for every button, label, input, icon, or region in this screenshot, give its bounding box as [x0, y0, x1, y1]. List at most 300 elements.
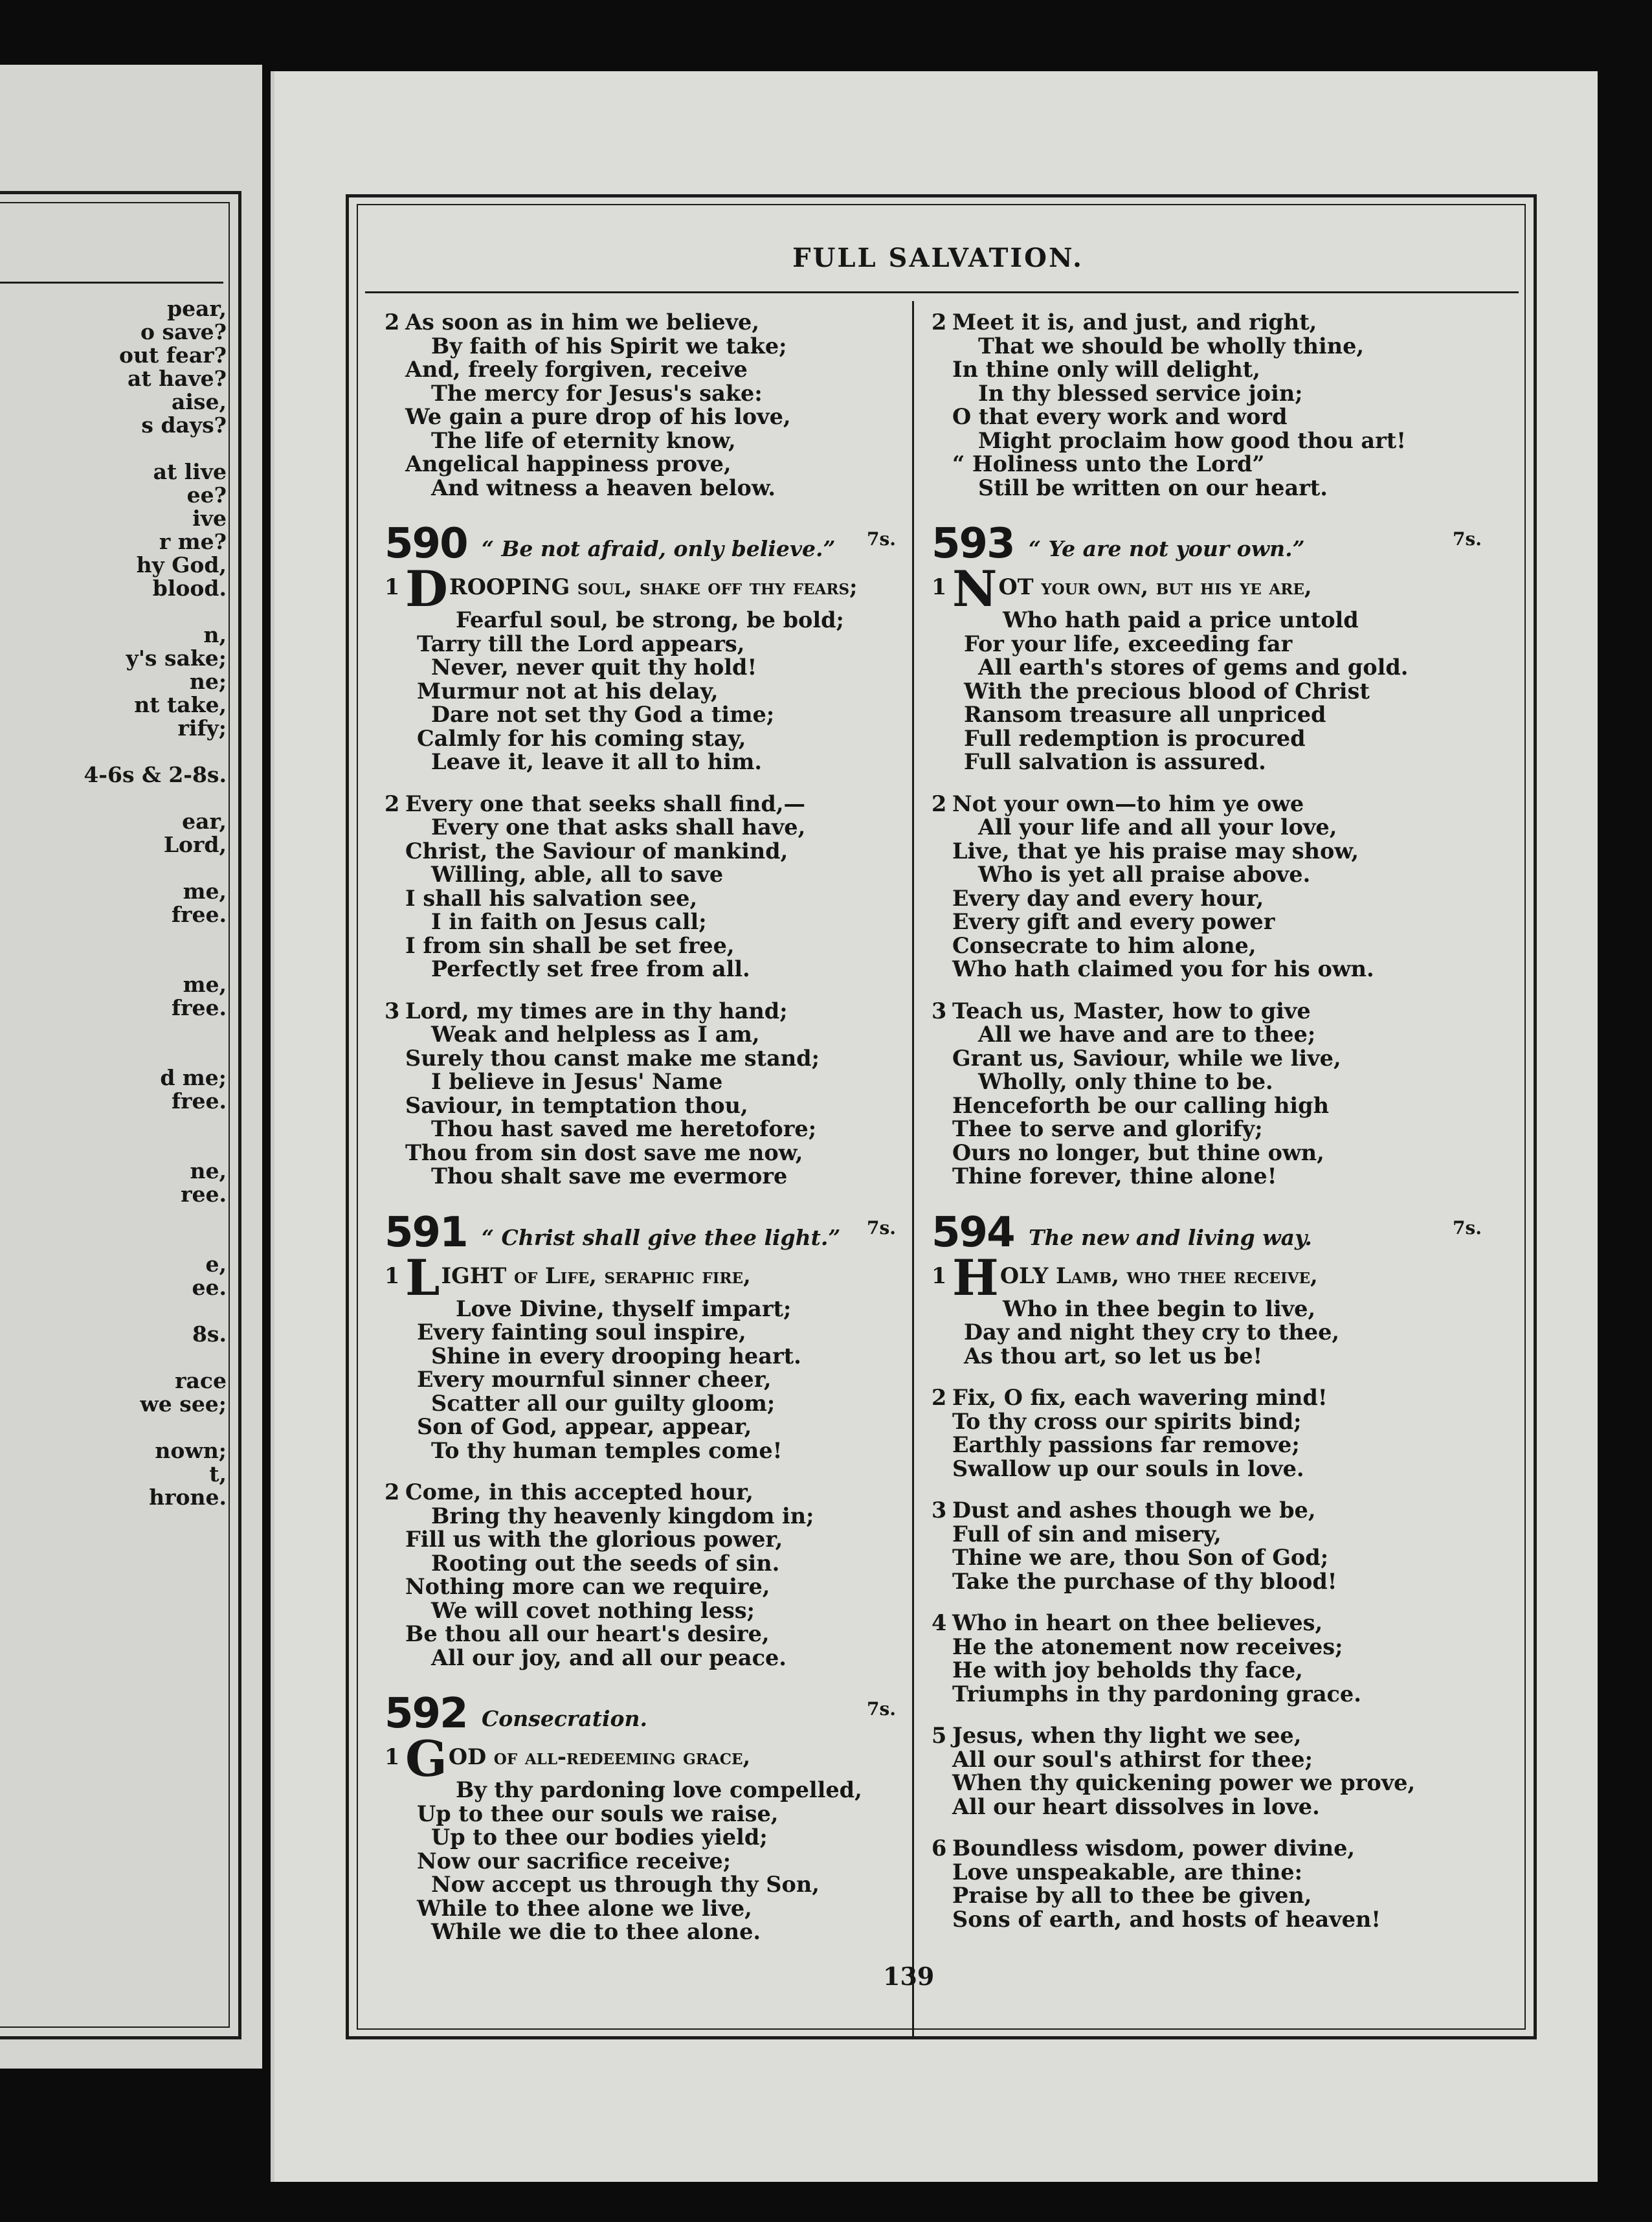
verse-line — [932, 1724, 1501, 1748]
left-column — [385, 311, 915, 1962]
verse-text: IGHT of Life, seraphic fire, — [441, 1262, 751, 1288]
verse-text: Shine in every drooping heart. — [431, 1343, 801, 1369]
verse-text: OD of all-redeeming grace, — [448, 1744, 751, 1769]
verse-line — [385, 609, 915, 633]
stanza — [932, 1837, 1501, 1931]
facing-page-line: nown; — [155, 1438, 227, 1463]
hymn-heading — [932, 518, 1501, 570]
facing-page-rule — [0, 282, 223, 284]
verse-line — [932, 840, 1501, 864]
facing-page-line: o save? — [140, 319, 227, 344]
verse-line — [385, 1850, 915, 1874]
stanza — [932, 1499, 1501, 1593]
verse-line — [932, 1410, 1501, 1434]
verse-text: Who hath claimed you for his own. — [952, 956, 1374, 982]
verse-text: Lord, my times are in thy hand; — [405, 998, 788, 1024]
stanza — [385, 1730, 915, 1944]
verse-line — [385, 792, 915, 816]
drop-cap-letter: N — [952, 560, 998, 618]
verse-line — [385, 358, 915, 382]
verse-text: Angelical happiness prove, — [405, 451, 731, 477]
verse-text: Meet it is, and just, and right, — [952, 309, 1317, 335]
stanza-number: 1 — [385, 574, 400, 600]
verse-text: And witness a heaven below. — [431, 475, 776, 500]
hymnal-page — [271, 71, 1598, 2182]
facing-page-line: n, — [203, 622, 227, 647]
verse-text: We gain a pure drop of his love, — [405, 404, 791, 429]
verse-text: Henceforth be our calling high — [952, 1092, 1329, 1118]
verse-line — [932, 1499, 1501, 1523]
header-rule — [365, 291, 1519, 293]
verse-text: And, freely forgiven, receive — [405, 357, 748, 382]
hymn-meter: 7s. — [1453, 528, 1482, 550]
verse-text: When thy quickening power we prove, — [952, 1770, 1416, 1795]
stanza — [385, 560, 915, 774]
drop-cap-letter: G — [405, 1730, 447, 1788]
drop-cap-letter: L — [405, 1248, 440, 1307]
verse-text: Take the purchase of thy blood! — [952, 1568, 1337, 1594]
verse-line — [932, 335, 1501, 359]
verse-text: Not your own—to him ye owe — [952, 791, 1304, 816]
verse-line — [385, 429, 915, 453]
verse-line — [385, 1802, 915, 1826]
verse-text: Calmly for his coming stay, — [417, 725, 746, 751]
hymn-title: “ Christ shall give thee light.” — [482, 1224, 841, 1250]
verse-text: All our heart dissolves in love. — [952, 1793, 1320, 1819]
verse-line — [385, 382, 915, 406]
verse-line — [385, 1599, 915, 1623]
verse-text: All our joy, and all our peace. — [431, 1644, 787, 1670]
verse-line — [385, 1392, 915, 1416]
verse-text: Day and night they cry to thee, — [964, 1319, 1340, 1345]
verse-text: Love Divine, thyself impart; — [456, 1296, 792, 1321]
verse-text: Leave it, leave it all to him. — [431, 749, 763, 774]
facing-page-line: 8s. — [192, 1321, 227, 1347]
facing-page-line: r me? — [159, 529, 227, 554]
verse-line — [385, 405, 915, 429]
verse-line — [385, 1094, 915, 1118]
verse-line — [932, 1570, 1501, 1594]
verse-line — [932, 1908, 1501, 1932]
verse-line — [385, 1505, 915, 1529]
verse-text: Thou shalt save me evermore — [431, 1163, 788, 1189]
verse-text: In thine only will delight, — [952, 357, 1260, 382]
stanza-number: 4 — [932, 1610, 947, 1635]
stanza-number: 2 — [385, 1479, 400, 1505]
verse-text: Surely thou canst make me stand; — [405, 1045, 820, 1071]
verse-line — [932, 934, 1501, 958]
verse-line — [932, 1433, 1501, 1457]
verse-text: Grant us, Saviour, while we live, — [952, 1045, 1341, 1071]
verse-line — [385, 1141, 915, 1165]
verse-text: Might proclaim how good thou art! — [978, 427, 1406, 453]
facing-page-line: y's sake; — [126, 645, 227, 671]
facing-page-line: aise, — [172, 389, 227, 414]
verse-line — [385, 1368, 915, 1392]
facing-page-line: t, — [209, 1461, 227, 1487]
verse-line — [932, 887, 1501, 911]
verse-line — [932, 405, 1501, 429]
verse-line — [932, 1457, 1501, 1481]
verse-line — [385, 1023, 915, 1047]
verse-line — [932, 1047, 1501, 1071]
verse-line — [932, 1321, 1501, 1345]
continued-stanza — [932, 311, 1501, 500]
verse-text: To thy human temples come! — [431, 1437, 783, 1463]
verse-line — [385, 311, 915, 335]
stanza — [932, 1248, 1501, 1369]
verse-line — [932, 958, 1501, 982]
verse-line — [932, 311, 1501, 335]
facing-page-line: hrone. — [149, 1485, 227, 1510]
verse-text: Weak and helpless as I am, — [431, 1022, 760, 1047]
verse-line — [932, 863, 1501, 887]
verse-text: All your life and all your love, — [978, 814, 1337, 840]
verse-text: Every day and every hour, — [952, 885, 1264, 911]
verse-text: Thine we are, thou Son of God; — [952, 1545, 1329, 1570]
stanza — [385, 1000, 915, 1189]
verse-line — [385, 958, 915, 982]
verse-line — [932, 656, 1501, 680]
verse-line — [932, 1141, 1501, 1165]
stanza — [932, 560, 1501, 774]
verse-line — [932, 1000, 1501, 1024]
verse-line — [932, 1837, 1501, 1861]
verse-text: Who hath paid a price untold — [1003, 607, 1359, 633]
verse-text: Who is yet all praise above. — [978, 862, 1311, 887]
stanza-number: 2 — [932, 1385, 947, 1410]
verse-text: Every fainting soul inspire, — [417, 1319, 746, 1345]
hymn-number: 591 — [385, 1208, 467, 1257]
hymn-heading — [385, 1688, 915, 1740]
stanza-number: 2 — [385, 791, 400, 816]
stanza-number: 2 — [385, 309, 400, 335]
verse-text: I shall his salvation see, — [405, 885, 698, 911]
verse-line — [385, 1345, 915, 1369]
verse-line — [932, 792, 1501, 816]
verse-line — [932, 1094, 1501, 1118]
verse-line — [385, 1481, 915, 1505]
verse-line — [385, 1248, 915, 1307]
verse-text: Up to thee our bodies yield; — [431, 1824, 768, 1850]
verse-line — [932, 703, 1501, 727]
verse-line — [932, 816, 1501, 840]
verse-text: Wholly, only thine to be. — [978, 1069, 1273, 1094]
verse-text: Now accept us through thy Son, — [431, 1872, 820, 1897]
verse-text: Murmur not at his delay, — [417, 678, 719, 704]
verse-line — [385, 1897, 915, 1921]
verse-line — [932, 633, 1501, 656]
hymn-title: The new and living way. — [1029, 1224, 1312, 1250]
verse-text: As soon as in him we believe, — [405, 309, 760, 335]
stanza — [932, 1000, 1501, 1189]
hymn-meter: 7s. — [867, 1698, 896, 1720]
facing-page-fragment — [0, 65, 262, 2069]
stanza — [932, 792, 1501, 982]
verse-line — [932, 560, 1501, 618]
hymn-heading — [385, 518, 915, 570]
verse-text: Rooting out the seeds of sin. — [431, 1550, 780, 1576]
verse-line — [932, 1386, 1501, 1410]
verse-line — [932, 358, 1501, 382]
verse-line — [385, 727, 915, 751]
verse-text: Up to thee our souls we raise, — [417, 1801, 779, 1826]
verse-text: Full redemption is procured — [964, 725, 1306, 751]
verse-text: Who in heart on thee believes, — [952, 1610, 1323, 1635]
verse-text: Full salvation is assured. — [964, 749, 1266, 774]
verse-line — [385, 1439, 915, 1463]
verse-text: Earthly passions far remove; — [952, 1432, 1300, 1457]
page-number: 139 — [883, 1962, 935, 1991]
verse-line — [385, 910, 915, 934]
verse-text: Thee to serve and glorify; — [952, 1116, 1263, 1141]
hymn-number: 594 — [932, 1208, 1014, 1257]
stanza — [385, 1248, 915, 1463]
stanza-number: 1 — [385, 1262, 400, 1288]
verse-line — [385, 750, 915, 774]
stanza-number: 3 — [932, 1498, 947, 1523]
facing-page-line: me, — [183, 879, 227, 904]
hymn-title: “ Be not afraid, only believe.” — [482, 536, 836, 561]
verse-text: The mercy for Jesus's sake: — [431, 380, 763, 406]
verse-text: OT your own, but his ye are, — [998, 574, 1312, 600]
stanza — [385, 792, 915, 982]
facing-page-line: e, — [205, 1251, 227, 1277]
verse-text: Consecrate to him alone, — [952, 932, 1256, 958]
stanza-number: 2 — [932, 791, 947, 816]
verse-line — [385, 1730, 915, 1788]
verse-line — [932, 429, 1501, 453]
verse-text: Ours no longer, but thine own, — [952, 1139, 1324, 1165]
verse-line — [932, 1861, 1501, 1885]
facing-page-line: at live — [153, 459, 227, 484]
verse-text: Fearful soul, be strong, be bold; — [456, 607, 844, 633]
verse-line — [932, 1546, 1501, 1570]
facing-page-line: rify; — [177, 715, 227, 741]
verse-line — [932, 453, 1501, 477]
hymn-heading — [932, 1207, 1501, 1259]
verse-line — [385, 1826, 915, 1850]
verse-text: Willing, able, all to save — [431, 862, 724, 887]
verse-line — [932, 1165, 1501, 1189]
stanza-number: 3 — [385, 998, 400, 1024]
verse-text: Swallow up our souls in love. — [952, 1455, 1304, 1481]
verse-line — [385, 1297, 915, 1321]
verse-text: By faith of his Spirit we take; — [431, 333, 787, 359]
verse-line — [385, 1552, 915, 1576]
drop-cap-letter: H — [952, 1248, 999, 1307]
verse-text: Live, that ye his praise may show, — [952, 838, 1359, 864]
hymn-number: 590 — [385, 520, 467, 568]
verse-line — [385, 335, 915, 359]
verse-line — [932, 1635, 1501, 1659]
verse-line — [385, 1321, 915, 1345]
verse-text: OLY Lamb, who thee receive, — [999, 1262, 1318, 1288]
verse-line — [932, 1523, 1501, 1547]
verse-text: ROOPING soul, shake off thy fears; — [449, 574, 858, 600]
stanza — [385, 1481, 915, 1670]
facing-page-line: ear, — [182, 809, 227, 834]
verse-text: Son of God, appear, appear, — [417, 1414, 752, 1439]
verse-line — [385, 1000, 915, 1024]
stanza-number: 1 — [385, 1744, 400, 1769]
verse-line — [932, 1771, 1501, 1795]
stanza-number: 1 — [932, 1262, 947, 1288]
drop-cap-letter: D — [405, 560, 448, 618]
verse-text: Full of sin and misery, — [952, 1521, 1222, 1547]
verse-line — [385, 1779, 915, 1802]
hymn-number: 593 — [932, 520, 1014, 568]
verse-text: Thine forever, thine alone! — [952, 1163, 1277, 1189]
verse-text: Thou from sin dost save me now, — [405, 1139, 803, 1165]
verse-text: While we die to thee alone. — [431, 1919, 761, 1944]
facing-page-line: nt take, — [134, 692, 227, 717]
facing-page-line: hy God, — [136, 552, 227, 578]
verse-line — [385, 1920, 915, 1944]
verse-text: With the precious blood of Christ — [964, 678, 1370, 704]
verse-text: I in faith on Jesus call; — [431, 909, 707, 934]
verse-text: Fill us with the glorious power, — [405, 1527, 783, 1552]
facing-page-line: free. — [171, 902, 227, 927]
verse-text: Triumphs in thy pardoning grace. — [952, 1681, 1361, 1707]
verse-line — [932, 910, 1501, 934]
stanza — [932, 1724, 1501, 1819]
verse-text: While to thee alone we live, — [417, 1895, 752, 1921]
facing-page-line: free. — [171, 1088, 227, 1114]
facing-page-line: pear, — [167, 296, 227, 321]
right-column — [932, 311, 1501, 1949]
verse-text: We will covet nothing less; — [431, 1597, 755, 1623]
stanza-number: 2 — [932, 309, 947, 335]
hymn-meter: 7s. — [1453, 1217, 1482, 1239]
verse-line — [385, 1575, 915, 1599]
verse-text: Saviour, in temptation thou, — [405, 1092, 748, 1118]
verse-text: Praise by all to thee be given, — [952, 1883, 1312, 1908]
verse-text: Scatter all our guilty gloom; — [431, 1390, 776, 1416]
verse-line — [385, 1415, 915, 1439]
verse-text: I believe in Jesus' Name — [431, 1069, 723, 1094]
facing-page-line: blood. — [152, 576, 227, 601]
verse-line — [385, 1165, 915, 1189]
verse-text: “ Holiness unto the Lord” — [952, 451, 1265, 477]
verse-line — [932, 609, 1501, 633]
verse-line — [932, 1659, 1501, 1683]
facing-page-line: ne; — [189, 669, 227, 694]
facing-page-line: Lord, — [163, 832, 227, 857]
verse-line — [932, 1884, 1501, 1908]
verse-text: Dare not set thy God a time; — [431, 702, 775, 727]
verse-text: I from sin shall be set free, — [405, 932, 735, 958]
verse-line — [932, 1070, 1501, 1094]
stanza-number: 1 — [932, 574, 947, 600]
facing-page-line: ee? — [186, 482, 227, 508]
stanza — [932, 1611, 1501, 1706]
hymn-title: Consecration. — [482, 1706, 647, 1731]
hymn-meter: 7s. — [867, 528, 896, 550]
facing-page-line: ne, — [190, 1158, 227, 1184]
verse-line — [385, 1047, 915, 1071]
verse-text: Thou hast saved me heretofore; — [431, 1116, 817, 1141]
hymn-number: 592 — [385, 1690, 467, 1738]
facing-page-line: we see; — [140, 1391, 227, 1417]
verse-text: Dust and ashes though we be, — [952, 1498, 1316, 1523]
verse-line — [385, 477, 915, 500]
verse-line — [385, 703, 915, 727]
facing-page-line: ee. — [192, 1275, 227, 1300]
verse-line — [385, 633, 915, 656]
verse-line — [385, 934, 915, 958]
verse-line — [385, 840, 915, 864]
verse-text: Tarry till the Lord appears, — [417, 631, 745, 656]
verse-text: Every mournful sinner cheer, — [417, 1367, 772, 1392]
verse-line — [932, 1748, 1501, 1772]
facing-page-line: me, — [183, 972, 227, 997]
verse-line — [385, 1622, 915, 1646]
stanza — [932, 1386, 1501, 1481]
verse-line — [932, 1248, 1501, 1307]
verse-text: Teach us, Master, how to give — [952, 998, 1311, 1024]
verse-line — [385, 656, 915, 680]
verse-line — [385, 863, 915, 887]
verse-text: All earth's stores of gems and gold. — [978, 655, 1409, 680]
verse-line — [385, 560, 915, 618]
verse-text: Fix, O fix, each wavering mind! — [952, 1385, 1328, 1410]
hymn-title: “ Ye are not your own.” — [1029, 536, 1305, 561]
verse-text: Bring thy heavenly kingdom in; — [431, 1503, 814, 1529]
verse-line — [932, 750, 1501, 774]
verse-text: He with joy beholds thy face, — [952, 1657, 1303, 1683]
verse-line — [385, 816, 915, 840]
facing-page-line: ive — [192, 506, 227, 531]
verse-line — [932, 1023, 1501, 1047]
verse-text: Perfectly set free from all. — [431, 956, 750, 982]
verse-text: Every one that seeks shall find,— — [405, 791, 805, 816]
running-head: FULL SALVATION. — [792, 243, 1084, 273]
verse-text: The life of eternity know, — [431, 427, 736, 453]
verse-text: Who in thee begin to live, — [1003, 1296, 1316, 1321]
verse-text: Every gift and every power — [952, 909, 1275, 934]
verse-text: To thy cross our spirits bind; — [952, 1408, 1302, 1434]
verse-text: Never, never quit thy hold! — [431, 655, 757, 680]
hymn-heading — [385, 1207, 915, 1259]
verse-text: In thy blessed service join; — [978, 380, 1303, 406]
stanza-number: 3 — [932, 998, 947, 1024]
verse-text: For your life, exceeding far — [964, 631, 1293, 656]
verse-text: As thou art, so let us be! — [964, 1343, 1263, 1369]
verse-line — [932, 1611, 1501, 1635]
facing-page-line: race — [175, 1368, 227, 1393]
verse-line — [385, 680, 915, 704]
verse-line — [385, 1528, 915, 1552]
verse-text: By thy pardoning love compelled, — [456, 1777, 862, 1802]
verse-text: Sons of earth, and hosts of heaven! — [952, 1906, 1381, 1932]
verse-line — [932, 680, 1501, 704]
verse-line — [932, 1683, 1501, 1707]
verse-line — [385, 453, 915, 477]
verse-line — [932, 727, 1501, 751]
hymn-meter: 7s. — [867, 1217, 896, 1239]
verse-line — [932, 1345, 1501, 1369]
verse-line — [932, 1297, 1501, 1321]
verse-line — [385, 1070, 915, 1094]
verse-text: Come, in this accepted hour, — [405, 1479, 753, 1505]
verse-line — [385, 1646, 915, 1670]
verse-line — [932, 1795, 1501, 1819]
facing-page-line: at have? — [128, 366, 227, 391]
facing-page-line: ree. — [181, 1182, 227, 1207]
verse-text: Boundless wisdom, power divine, — [952, 1835, 1356, 1861]
verse-line — [385, 1117, 915, 1141]
